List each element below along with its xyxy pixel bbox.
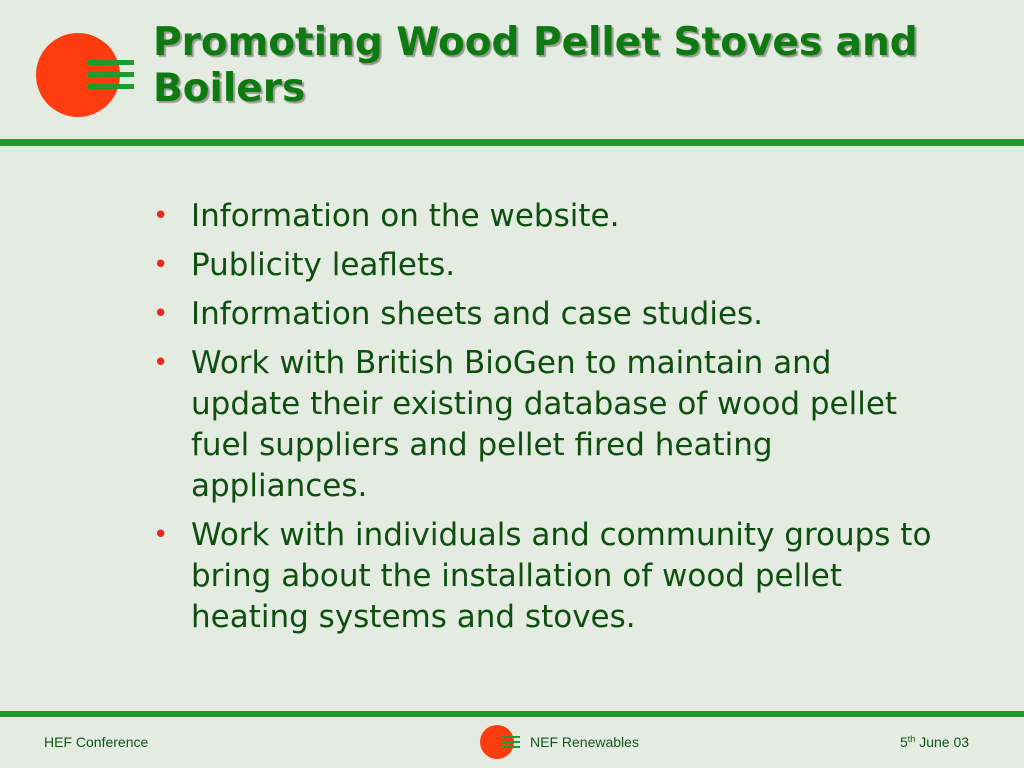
bullet-marker: •: [153, 520, 169, 550]
bullet-marker: •: [153, 250, 169, 280]
footer-organization: NEF Renewables: [530, 734, 639, 750]
bottom-divider: [0, 711, 1024, 717]
footer-conference: HEF Conference: [44, 734, 149, 750]
bullet-text: Work with individuals and community groups to bring about the installation of wood pellet heating systems and stoves.: [191, 517, 932, 635]
bullet-item: [153, 343, 933, 507]
logo-icon: [36, 33, 136, 117]
bullet-item: [153, 245, 933, 286]
footer-date-suffix: th: [907, 734, 916, 744]
logo-bars: [88, 60, 134, 90]
footer-date-rest: June 03: [915, 734, 970, 750]
bullet-item: [153, 196, 933, 237]
bullet-text: Information sheets and case studies.: [191, 296, 764, 332]
bullet-marker: •: [153, 201, 169, 231]
slide-title: Promoting Wood Pellet Stoves and Boilers: [153, 20, 918, 111]
bullet-text: Publicity leaflets.: [191, 247, 456, 283]
bullet-item: [153, 294, 933, 335]
footer-logo-bars: [502, 736, 520, 748]
bullet-text: Work with British BioGen to maintain and update their existing database of wood pellet fuel suppliers and pellet fired heating appliances.: [191, 345, 898, 504]
bullet-marker: •: [153, 299, 169, 329]
footer-date-day: 5: [900, 734, 908, 750]
bullet-marker: •: [153, 348, 169, 378]
footer-logo-icon: [480, 725, 522, 759]
bullet-item: [153, 515, 933, 638]
footer-date: [900, 734, 969, 751]
bullet-text: Information on the website.: [191, 198, 620, 234]
bullet-list: [153, 196, 933, 646]
top-divider: [0, 139, 1024, 146]
